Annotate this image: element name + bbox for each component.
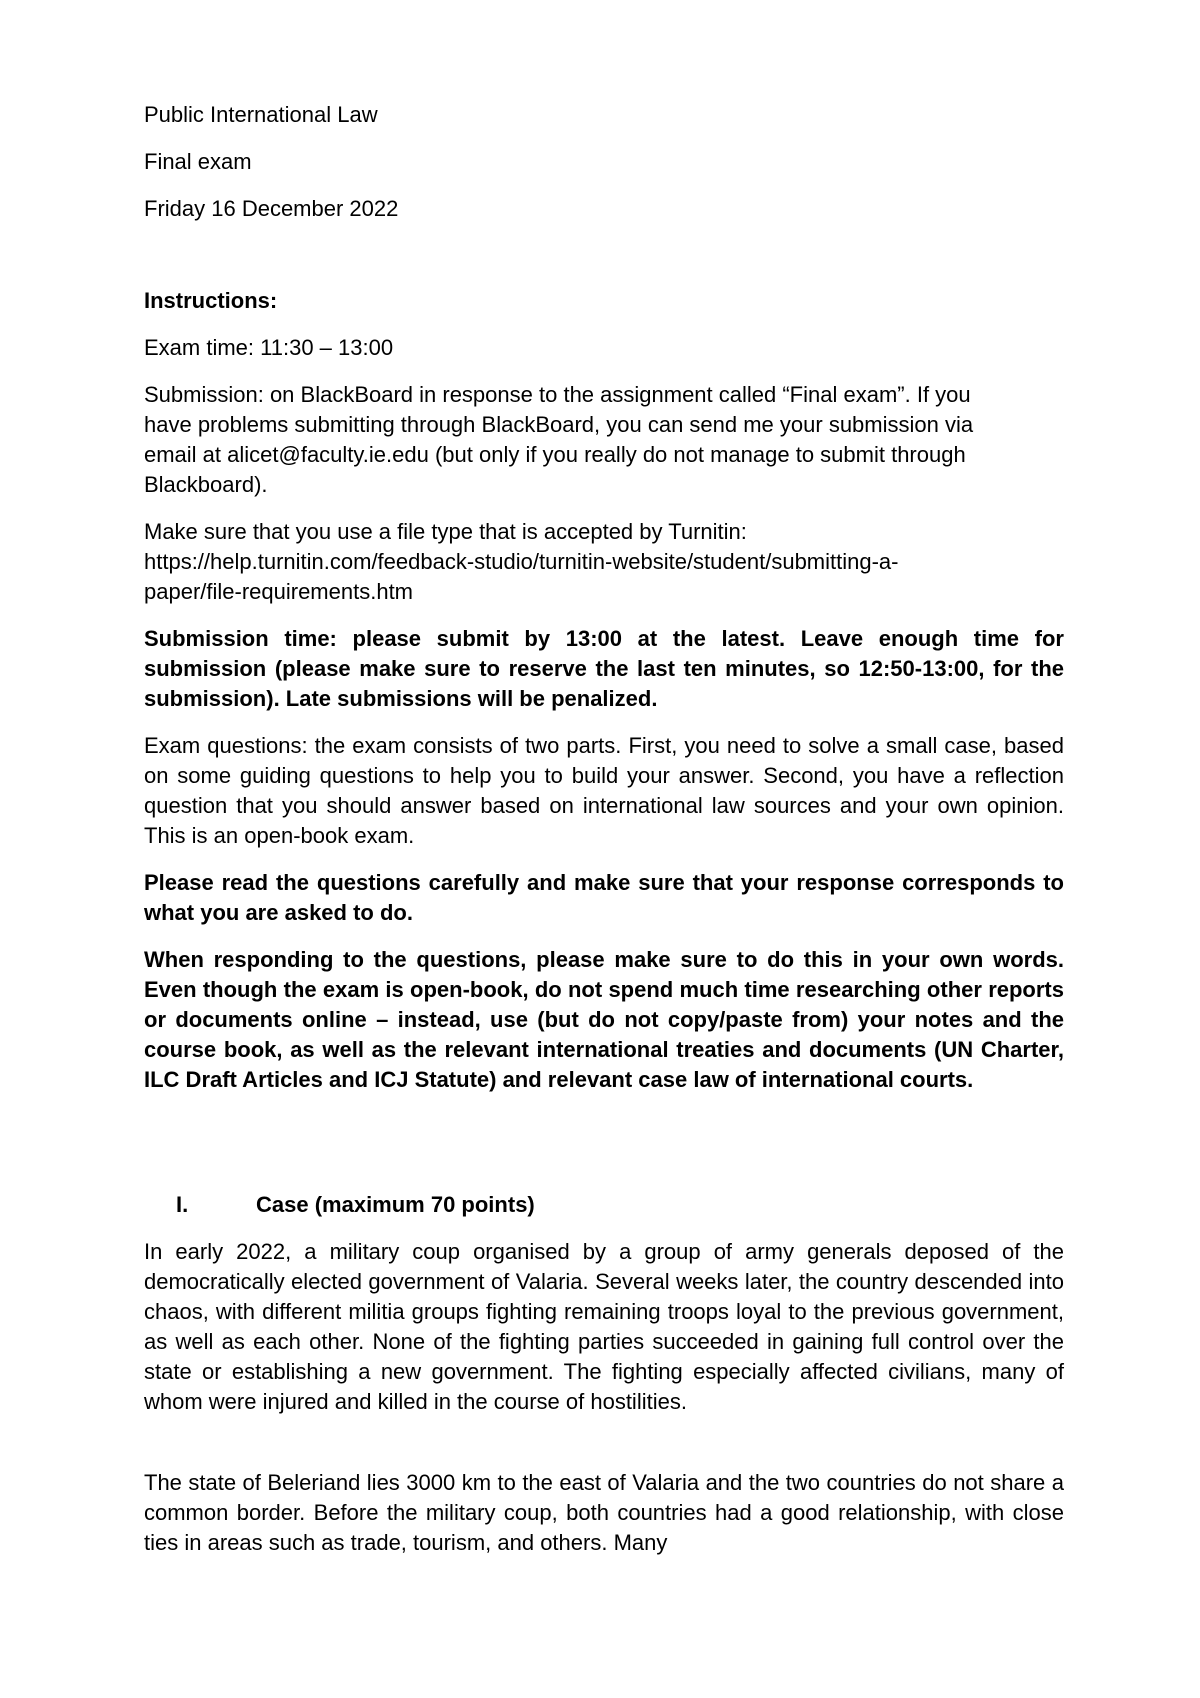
case-paragraph-1: In early 2022, a military coup organised by a group of army generals deposed of the democratically elected government of Valaria. Several weeks later, the country descended into chaos, with different militia groups fighting remaining troops loyal to the previous government, as well as each other. None of the fighting parties succeeded in gaining full control over the state or establishing a new government. The fighting especially affected civilians, many of whom were injured and killed in the course of hostilities. [144,1239,1064,1414]
submission-time-paragraph: Submission time: please submit by 13:00 at the latest. Leave enough time for submission (please make sure to reserve the last ten minutes, so 12:50-13:00, for the submission). Late submissions will be penalized. [144,626,1064,711]
own-words-paragraph: When responding to the questions, please make sure to do this in your own words. Even though the exam is open-book, do not spend much time researching other reports or documents online – instead, use (but do not copy/paste from) your notes and the course book, as well as the relevant international treaties and documents (UN Charter, ILC Draft Articles and ICJ Statute) and relevant case law of international courts. [144,947,1064,1092]
case-paragraph-2: The state of Beleriand lies 3000 km to the east of Valaria and the two countries do not share a common border. Before the military coup, both countries had a good relationship, with close ties in areas such as trade, tourism, and others. Many [144,1470,1064,1555]
exam-title: Final exam [144,149,252,174]
file-type-paragraph [144,517,1064,607]
submission-line-3: email at alicet@faculty.ie.edu (but only if you really do not manage to submit through [144,442,966,467]
exam-time: Exam time: 11:30 – 13:00 [144,335,394,360]
section-heading [176,1190,535,1220]
section-title: Case (maximum 70 points) [256,1192,535,1217]
submission-line-1: Submission: on BlackBoard in response to the assignment called “Final exam”. If you [144,382,971,407]
exam-date: Friday 16 December 2022 [144,196,399,221]
read-carefully-paragraph: Please read the questions carefully and make sure that your response corresponds to what you are asked to do. [144,870,1064,925]
submission-line-2: have problems submitting through BlackBoard, you can send me your submission via [144,412,974,437]
file-type-url-line-1: https://help.turnitin.com/feedback-studio/turnitin-website/student/submitting-a- [144,549,899,574]
submission-paragraph [144,380,1064,500]
course-title: Public International Law [144,102,378,127]
exam-questions-paragraph: Exam questions: the exam consists of two parts. First, you need to solve a small case, based on some guiding questions to help you to build your answer. Second, you have a reflection question that you should answer based on international law sources and your own opinion. This is an open-book exam. [144,733,1064,848]
instructions-heading: Instructions: [144,288,278,313]
file-type-url-line-2: paper/file-requirements.htm [144,579,414,604]
file-type-line-1: Make sure that you use a file type that is accepted by Turnitin: [144,519,747,544]
submission-line-4: Blackboard). [144,472,268,497]
section-number: I. [176,1192,189,1217]
